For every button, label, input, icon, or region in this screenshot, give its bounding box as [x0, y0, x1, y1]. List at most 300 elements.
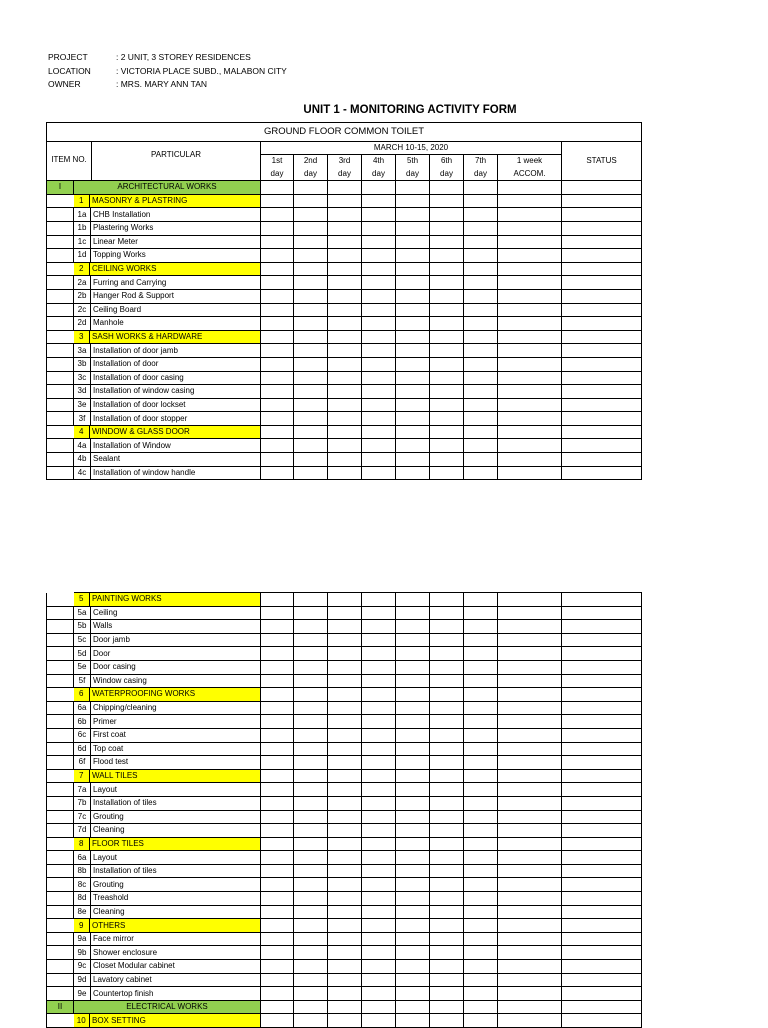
day-cell[interactable] — [261, 647, 294, 661]
day-cell[interactable] — [261, 289, 294, 303]
day-cell[interactable] — [430, 371, 464, 385]
day-cell[interactable] — [396, 262, 430, 276]
day-cell[interactable] — [396, 688, 430, 702]
day-cell[interactable] — [464, 878, 498, 892]
day-cell[interactable] — [362, 221, 396, 235]
accom-cell[interactable] — [498, 728, 562, 742]
accom-cell[interactable] — [498, 987, 562, 1001]
day-cell[interactable] — [464, 194, 498, 208]
day-cell[interactable] — [396, 1000, 430, 1014]
day-cell[interactable] — [464, 892, 498, 906]
day-cell[interactable] — [328, 660, 362, 674]
day-cell[interactable] — [362, 892, 396, 906]
status-cell[interactable] — [562, 932, 642, 946]
day-cell[interactable] — [464, 660, 498, 674]
day-cell[interactable] — [294, 453, 328, 467]
day-cell[interactable] — [294, 385, 328, 399]
day-cell[interactable] — [396, 221, 430, 235]
day-cell[interactable] — [396, 453, 430, 467]
accom-cell[interactable] — [498, 276, 562, 290]
accom-cell[interactable] — [498, 371, 562, 385]
day-cell[interactable] — [294, 674, 328, 688]
status-cell[interactable] — [562, 837, 642, 851]
day-cell[interactable] — [396, 357, 430, 371]
day-cell[interactable] — [430, 303, 464, 317]
day-cell[interactable] — [430, 593, 464, 607]
accom-cell[interactable] — [498, 344, 562, 358]
day-cell[interactable] — [362, 701, 396, 715]
day-cell[interactable] — [396, 674, 430, 688]
day-cell[interactable] — [261, 674, 294, 688]
day-cell[interactable] — [396, 1014, 430, 1028]
status-cell[interactable] — [562, 987, 642, 1001]
day-cell[interactable] — [261, 742, 294, 756]
day-cell[interactable] — [362, 973, 396, 987]
day-cell[interactable] — [294, 357, 328, 371]
day-cell[interactable] — [261, 620, 294, 634]
day-cell[interactable] — [396, 837, 430, 851]
day-cell[interactable] — [362, 783, 396, 797]
accom-cell[interactable] — [498, 837, 562, 851]
day-cell[interactable] — [362, 620, 396, 634]
day-cell[interactable] — [294, 303, 328, 317]
day-cell[interactable] — [261, 235, 294, 249]
day-cell[interactable] — [294, 593, 328, 607]
day-cell[interactable] — [261, 398, 294, 412]
day-cell[interactable] — [396, 466, 430, 480]
day-cell[interactable] — [294, 728, 328, 742]
accom-cell[interactable] — [498, 181, 562, 195]
day-cell[interactable] — [328, 357, 362, 371]
day-cell[interactable] — [328, 262, 362, 276]
day-cell[interactable] — [328, 317, 362, 331]
day-cell[interactable] — [464, 946, 498, 960]
day-cell[interactable] — [261, 878, 294, 892]
status-cell[interactable] — [562, 769, 642, 783]
day-cell[interactable] — [362, 276, 396, 290]
day-cell[interactable] — [396, 181, 430, 195]
day-cell[interactable] — [362, 660, 396, 674]
day-cell[interactable] — [430, 960, 464, 974]
day-cell[interactable] — [328, 466, 362, 480]
status-cell[interactable] — [562, 249, 642, 263]
day-cell[interactable] — [362, 371, 396, 385]
day-cell[interactable] — [362, 330, 396, 344]
day-cell[interactable] — [464, 181, 498, 195]
accom-cell[interactable] — [498, 660, 562, 674]
day-cell[interactable] — [464, 398, 498, 412]
day-cell[interactable] — [328, 973, 362, 987]
day-cell[interactable] — [430, 824, 464, 838]
day-cell[interactable] — [328, 344, 362, 358]
day-cell[interactable] — [261, 385, 294, 399]
accom-cell[interactable] — [498, 878, 562, 892]
accom-cell[interactable] — [498, 796, 562, 810]
day-cell[interactable] — [464, 715, 498, 729]
day-cell[interactable] — [430, 769, 464, 783]
day-cell[interactable] — [362, 919, 396, 933]
accom-cell[interactable] — [498, 701, 562, 715]
day-cell[interactable] — [294, 1014, 328, 1028]
day-cell[interactable] — [430, 892, 464, 906]
day-cell[interactable] — [294, 425, 328, 439]
accom-cell[interactable] — [498, 357, 562, 371]
day-cell[interactable] — [328, 987, 362, 1001]
day-cell[interactable] — [294, 878, 328, 892]
day-cell[interactable] — [261, 453, 294, 467]
day-cell[interactable] — [396, 317, 430, 331]
day-cell[interactable] — [430, 466, 464, 480]
day-cell[interactable] — [430, 837, 464, 851]
day-cell[interactable] — [294, 837, 328, 851]
day-cell[interactable] — [464, 783, 498, 797]
day-cell[interactable] — [396, 194, 430, 208]
day-cell[interactable] — [328, 439, 362, 453]
day-cell[interactable] — [294, 987, 328, 1001]
day-cell[interactable] — [261, 466, 294, 480]
day-cell[interactable] — [464, 987, 498, 1001]
status-cell[interactable] — [562, 633, 642, 647]
day-cell[interactable] — [261, 425, 294, 439]
day-cell[interactable] — [294, 249, 328, 263]
day-cell[interactable] — [430, 344, 464, 358]
day-cell[interactable] — [261, 728, 294, 742]
accom-cell[interactable] — [498, 453, 562, 467]
day-cell[interactable] — [294, 317, 328, 331]
status-cell[interactable] — [562, 864, 642, 878]
day-cell[interactable] — [396, 412, 430, 426]
status-cell[interactable] — [562, 919, 642, 933]
accom-cell[interactable] — [498, 398, 562, 412]
status-cell[interactable] — [562, 647, 642, 661]
accom-cell[interactable] — [498, 973, 562, 987]
day-cell[interactable] — [328, 932, 362, 946]
day-cell[interactable] — [464, 453, 498, 467]
day-cell[interactable] — [362, 960, 396, 974]
day-cell[interactable] — [362, 262, 396, 276]
day-cell[interactable] — [464, 357, 498, 371]
accom-cell[interactable] — [498, 905, 562, 919]
day-cell[interactable] — [396, 208, 430, 222]
accom-cell[interactable] — [498, 425, 562, 439]
day-cell[interactable] — [430, 742, 464, 756]
day-cell[interactable] — [396, 620, 430, 634]
day-cell[interactable] — [396, 973, 430, 987]
status-cell[interactable] — [562, 674, 642, 688]
day-cell[interactable] — [328, 878, 362, 892]
day-cell[interactable] — [328, 425, 362, 439]
day-cell[interactable] — [328, 181, 362, 195]
day-cell[interactable] — [464, 289, 498, 303]
day-cell[interactable] — [294, 919, 328, 933]
day-cell[interactable] — [261, 851, 294, 865]
status-cell[interactable] — [562, 905, 642, 919]
day-cell[interactable] — [396, 276, 430, 290]
status-cell[interactable] — [562, 742, 642, 756]
day-cell[interactable] — [294, 905, 328, 919]
status-cell[interactable] — [562, 398, 642, 412]
day-cell[interactable] — [362, 674, 396, 688]
day-cell[interactable] — [464, 973, 498, 987]
status-cell[interactable] — [562, 606, 642, 620]
day-cell[interactable] — [328, 728, 362, 742]
day-cell[interactable] — [362, 453, 396, 467]
status-cell[interactable] — [562, 851, 642, 865]
day-cell[interactable] — [328, 742, 362, 756]
status-cell[interactable] — [562, 756, 642, 770]
day-cell[interactable] — [396, 824, 430, 838]
day-cell[interactable] — [396, 303, 430, 317]
day-cell[interactable] — [430, 181, 464, 195]
status-cell[interactable] — [562, 208, 642, 222]
day-cell[interactable] — [261, 1000, 294, 1014]
day-cell[interactable] — [294, 289, 328, 303]
day-cell[interactable] — [328, 688, 362, 702]
day-cell[interactable] — [328, 620, 362, 634]
accom-cell[interactable] — [498, 1014, 562, 1028]
day-cell[interactable] — [261, 439, 294, 453]
day-cell[interactable] — [464, 249, 498, 263]
day-cell[interactable] — [396, 289, 430, 303]
day-cell[interactable] — [430, 620, 464, 634]
day-cell[interactable] — [430, 1014, 464, 1028]
day-cell[interactable] — [294, 330, 328, 344]
day-cell[interactable] — [294, 769, 328, 783]
day-cell[interactable] — [430, 660, 464, 674]
day-cell[interactable] — [362, 987, 396, 1001]
day-cell[interactable] — [261, 783, 294, 797]
day-cell[interactable] — [294, 208, 328, 222]
day-cell[interactable] — [261, 932, 294, 946]
day-cell[interactable] — [294, 688, 328, 702]
day-cell[interactable] — [328, 412, 362, 426]
day-cell[interactable] — [430, 633, 464, 647]
accom-cell[interactable] — [498, 194, 562, 208]
day-cell[interactable] — [328, 249, 362, 263]
day-cell[interactable] — [328, 824, 362, 838]
day-cell[interactable] — [464, 674, 498, 688]
day-cell[interactable] — [430, 221, 464, 235]
day-cell[interactable] — [261, 330, 294, 344]
day-cell[interactable] — [294, 756, 328, 770]
day-cell[interactable] — [261, 810, 294, 824]
day-cell[interactable] — [328, 606, 362, 620]
status-cell[interactable] — [562, 357, 642, 371]
day-cell[interactable] — [464, 385, 498, 399]
status-cell[interactable] — [562, 878, 642, 892]
day-cell[interactable] — [430, 330, 464, 344]
day-cell[interactable] — [294, 412, 328, 426]
status-cell[interactable] — [562, 289, 642, 303]
day-cell[interactable] — [294, 344, 328, 358]
day-cell[interactable] — [261, 1014, 294, 1028]
day-cell[interactable] — [328, 398, 362, 412]
day-cell[interactable] — [396, 851, 430, 865]
day-cell[interactable] — [396, 864, 430, 878]
day-cell[interactable] — [396, 398, 430, 412]
day-cell[interactable] — [261, 371, 294, 385]
accom-cell[interactable] — [498, 824, 562, 838]
accom-cell[interactable] — [498, 892, 562, 906]
day-cell[interactable] — [294, 235, 328, 249]
accom-cell[interactable] — [498, 864, 562, 878]
day-cell[interactable] — [430, 688, 464, 702]
accom-cell[interactable] — [498, 593, 562, 607]
day-cell[interactable] — [294, 892, 328, 906]
day-cell[interactable] — [464, 647, 498, 661]
day-cell[interactable] — [261, 946, 294, 960]
accom-cell[interactable] — [498, 249, 562, 263]
day-cell[interactable] — [362, 303, 396, 317]
status-cell[interactable] — [562, 194, 642, 208]
day-cell[interactable] — [464, 960, 498, 974]
day-cell[interactable] — [396, 892, 430, 906]
day-cell[interactable] — [464, 620, 498, 634]
day-cell[interactable] — [328, 892, 362, 906]
day-cell[interactable] — [430, 357, 464, 371]
day-cell[interactable] — [464, 425, 498, 439]
day-cell[interactable] — [261, 633, 294, 647]
status-cell[interactable] — [562, 453, 642, 467]
day-cell[interactable] — [261, 796, 294, 810]
day-cell[interactable] — [464, 851, 498, 865]
day-cell[interactable] — [362, 1014, 396, 1028]
accom-cell[interactable] — [498, 851, 562, 865]
day-cell[interactable] — [430, 453, 464, 467]
day-cell[interactable] — [362, 851, 396, 865]
day-cell[interactable] — [430, 810, 464, 824]
day-cell[interactable] — [464, 769, 498, 783]
status-cell[interactable] — [562, 593, 642, 607]
accom-cell[interactable] — [498, 221, 562, 235]
day-cell[interactable] — [430, 249, 464, 263]
day-cell[interactable] — [261, 194, 294, 208]
accom-cell[interactable] — [498, 385, 562, 399]
day-cell[interactable] — [261, 919, 294, 933]
day-cell[interactable] — [430, 919, 464, 933]
status-cell[interactable] — [562, 262, 642, 276]
day-cell[interactable] — [294, 633, 328, 647]
day-cell[interactable] — [294, 783, 328, 797]
day-cell[interactable] — [362, 837, 396, 851]
status-cell[interactable] — [562, 892, 642, 906]
day-cell[interactable] — [396, 235, 430, 249]
day-cell[interactable] — [396, 987, 430, 1001]
day-cell[interactable] — [294, 439, 328, 453]
day-cell[interactable] — [464, 439, 498, 453]
day-cell[interactable] — [396, 593, 430, 607]
day-cell[interactable] — [362, 317, 396, 331]
day-cell[interactable] — [430, 878, 464, 892]
status-cell[interactable] — [562, 235, 642, 249]
day-cell[interactable] — [396, 878, 430, 892]
accom-cell[interactable] — [498, 932, 562, 946]
day-cell[interactable] — [430, 385, 464, 399]
day-cell[interactable] — [294, 946, 328, 960]
day-cell[interactable] — [294, 1000, 328, 1014]
day-cell[interactable] — [294, 742, 328, 756]
day-cell[interactable] — [464, 633, 498, 647]
day-cell[interactable] — [430, 1000, 464, 1014]
day-cell[interactable] — [362, 728, 396, 742]
day-cell[interactable] — [396, 344, 430, 358]
accom-cell[interactable] — [498, 783, 562, 797]
day-cell[interactable] — [261, 593, 294, 607]
day-cell[interactable] — [430, 932, 464, 946]
day-cell[interactable] — [430, 425, 464, 439]
day-cell[interactable] — [294, 262, 328, 276]
day-cell[interactable] — [362, 742, 396, 756]
day-cell[interactable] — [396, 932, 430, 946]
day-cell[interactable] — [362, 905, 396, 919]
status-cell[interactable] — [562, 946, 642, 960]
day-cell[interactable] — [328, 453, 362, 467]
day-cell[interactable] — [328, 796, 362, 810]
day-cell[interactable] — [294, 660, 328, 674]
day-cell[interactable] — [430, 235, 464, 249]
day-cell[interactable] — [430, 194, 464, 208]
accom-cell[interactable] — [498, 769, 562, 783]
status-cell[interactable] — [562, 688, 642, 702]
day-cell[interactable] — [261, 317, 294, 331]
day-cell[interactable] — [294, 973, 328, 987]
day-cell[interactable] — [362, 593, 396, 607]
day-cell[interactable] — [328, 633, 362, 647]
day-cell[interactable] — [430, 398, 464, 412]
status-cell[interactable] — [562, 960, 642, 974]
accom-cell[interactable] — [498, 919, 562, 933]
status-cell[interactable] — [562, 728, 642, 742]
day-cell[interactable] — [294, 221, 328, 235]
day-cell[interactable] — [328, 919, 362, 933]
accom-cell[interactable] — [498, 620, 562, 634]
accom-cell[interactable] — [498, 960, 562, 974]
day-cell[interactable] — [430, 439, 464, 453]
day-cell[interactable] — [261, 864, 294, 878]
day-cell[interactable] — [464, 371, 498, 385]
day-cell[interactable] — [430, 756, 464, 770]
day-cell[interactable] — [362, 878, 396, 892]
day-cell[interactable] — [362, 769, 396, 783]
day-cell[interactable] — [362, 932, 396, 946]
accom-cell[interactable] — [498, 1000, 562, 1014]
day-cell[interactable] — [396, 742, 430, 756]
day-cell[interactable] — [464, 412, 498, 426]
day-cell[interactable] — [328, 864, 362, 878]
day-cell[interactable] — [396, 728, 430, 742]
day-cell[interactable] — [396, 715, 430, 729]
status-cell[interactable] — [562, 385, 642, 399]
accom-cell[interactable] — [498, 289, 562, 303]
day-cell[interactable] — [294, 620, 328, 634]
day-cell[interactable] — [430, 262, 464, 276]
day-cell[interactable] — [328, 946, 362, 960]
accom-cell[interactable] — [498, 633, 562, 647]
day-cell[interactable] — [362, 864, 396, 878]
day-cell[interactable] — [464, 344, 498, 358]
status-cell[interactable] — [562, 344, 642, 358]
day-cell[interactable] — [328, 221, 362, 235]
day-cell[interactable] — [362, 647, 396, 661]
day-cell[interactable] — [294, 701, 328, 715]
day-cell[interactable] — [362, 181, 396, 195]
day-cell[interactable] — [362, 688, 396, 702]
status-cell[interactable] — [562, 317, 642, 331]
status-cell[interactable] — [562, 303, 642, 317]
day-cell[interactable] — [328, 701, 362, 715]
day-cell[interactable] — [430, 973, 464, 987]
day-cell[interactable] — [464, 303, 498, 317]
